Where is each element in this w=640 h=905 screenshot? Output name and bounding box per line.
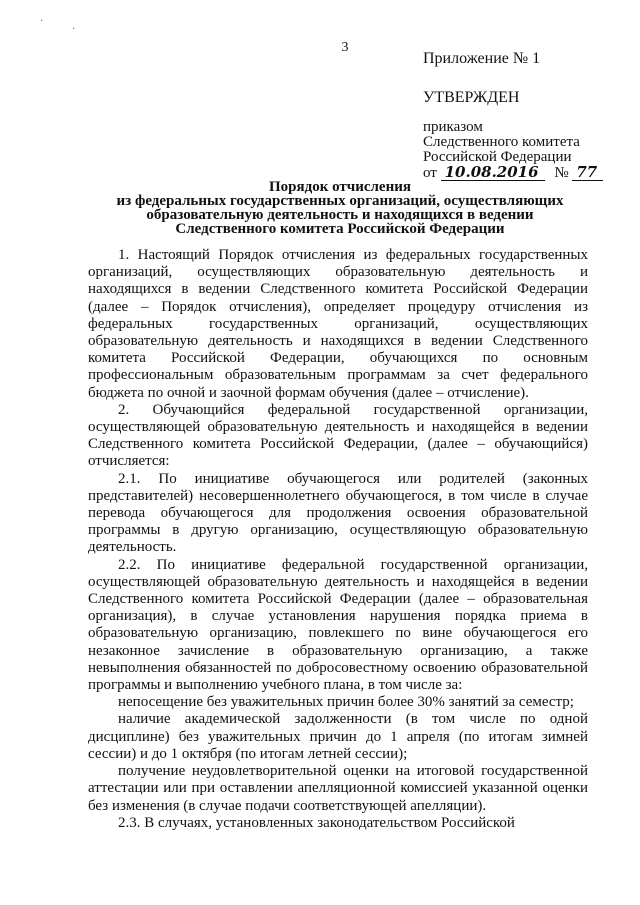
date-prefix: от [423,165,437,181]
order-line: Российской Федерации [423,149,572,165]
order-line: приказом [423,119,483,135]
title-line: образовательную деятельность и находящихся в ведении [146,207,534,223]
paragraph-2-2-item-final-attestation: получение неудовлетворительной оценки на итоговой государственной аттестации или при оставлении апелляционной комиссией указанной оценки без изменения (в случае подачи соответствующей апелляции). [88,763,588,814]
title-line: Порядок отчисления [268,179,411,195]
page-number: 3 [341,40,349,55]
handwritten-number: 77 [572,165,603,181]
paragraph-2-2: 2.2. По инициативе федеральной государственной организации, осуществляющей образовательную деятельность и находящейся в ведении Следственного комитета Российской Федерации (далее – образовательная организация), в случае установления нарушения порядка приема в образовательную организацию, повлекшего по вине обучающегося его незаконное зачисление в образовательную организацию, а также невыполнения обязанностей по добросовестному освоению образовательной программы и выполнению учебного плана, в том числе за: [88,556,588,694]
title-line: из федеральных государственных организаций, осуществляющих [116,193,564,209]
scan-artifact: · [72,24,76,35]
handwritten-date: 10.08.2016 [441,165,545,181]
number-label: № [554,165,569,181]
order-line: Следственного комитета [423,134,580,150]
appendix-label: Приложение № 1 [423,50,541,67]
approved-stamp-text: УТВЕРЖДЕН [423,89,520,106]
paragraph-2-2-item-academic-debt: наличие академической задолженности (в том числе по одной дисциплине) без уважительных причин до 1 апреля (по итогам зимней сессии) и до 1 октября (по итогам летней сессии); [88,711,588,762]
order-reference [423,120,603,181]
paragraph-1: 1. Настоящий Порядок отчисления из федеральных государственных организаций, осуществляющих образовательную деятельность и находящихся в ведении Следственного комитета Российской Федерации (далее – Порядок отчисления), определяет процедуру отчисления из федеральных государственных организаций, осуществляющих образовательную деятельность и находящихся в ведении Следственного комитета Российской Федерации, обучающихся по основным профессиональным образовательным программам за счет федерального бюджета по очной и заочной формам обучения (далее – отчисление). [88,247,588,401]
paragraph-2-1: 2.1. По инициативе обучающегося или родителей (законных представителей) несовершеннолетнего обучающегося, в том числе в случае перевода обучающегося для продолжения освоения образовательной программы в другую организацию, осуществляющую образовательную деятельность. [88,470,588,556]
title-line: Следственного комитета Российской Федерации [175,221,505,237]
paragraph-2-3: 2.3. В случаях, установленных законодательством Российской [118,814,515,831]
order-date-number-line [423,165,603,181]
document-title [80,180,600,236]
paragraph-2: 2. Обучающийся федеральной государственной организации, осуществляющей образовательную деятельность и находящейся в ведении Следственного комитета Российской Федерации, (далее – обучающийся) отчисляется: [88,401,588,470]
scan-artifact: · [40,16,44,27]
approval-block [423,51,603,181]
document-body [88,247,588,832]
paragraph-2-2-item-attendance: непосещение без уважительных причин более 30% занятий за семестр; [118,694,574,711]
